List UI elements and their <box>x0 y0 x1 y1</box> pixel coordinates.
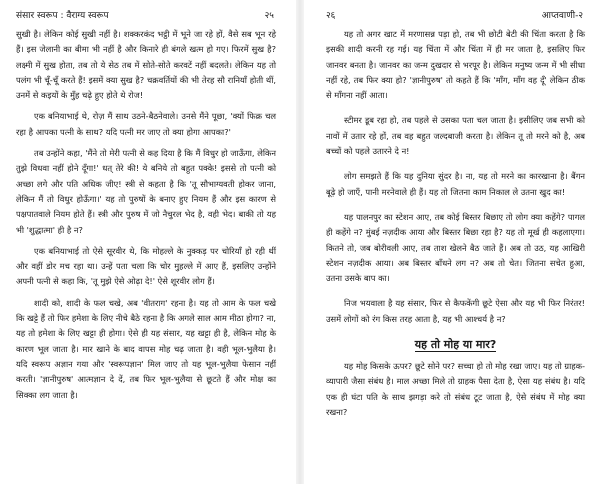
paragraph: तब उन्होंने कहा, 'मैंने तो मेरी पत्नी से कह दिया है कि मैं विधुर हो जाऊँगा, लेकिन तुझे विधवा नहीं होने दूँगा!' धत् तेरे की! ये बनिये तो बहुत पक्के! इससे तो पत्नी को अच्छा लगे और पति अधिक जीए! स्त्री से कहता है कि 'तू सौभाग्यवती होकर जाना, लेकिन मैं तो विधुर होऊँगा।' यह तो पुरुषों के बनाए हुए नियम हैं और इस कारण से पक्षपातवाले नियम होते हैं। स्त्री और पुरुष में जो नैचुरल भेद है, वही भेद। बाकी तो यह भी 'शुद्धात्मा' ही है न? <box>16 148 276 235</box>
right-page-body <box>326 27 585 420</box>
paragraph: स्टीमर डूब रहा हो, तब पहले से उसका पता चल जाता है। इसीलिए जब सभी को नावों में उतार रहे हों, तब वह बहुत जल्दबाजी करता है। लेकिन तू तो मरने को है, अब बच्चों को पहले उतारने दे न! <box>326 115 585 157</box>
right-page-number: २६ <box>326 11 336 21</box>
left-page-number: २५ <box>264 11 274 21</box>
right-page <box>310 0 599 484</box>
paragraph: यह पालनपुर का स्टेशन आए, तब कोई बिस्तर बिछाए तो लोग क्या कहेंगे? पागल ही कहेंगे न? मुंबई नज़दीक आया और बिस्तर बिछा रहा है? यह तो मूर्ख ही कहलाएगा। कितने तो, जब बोरीवली आए, तब ताश खेलने बैठ जाते हैं। अब तो उठ, यह आखिरी स्टेशन नज़दीक आया। अब बिस्तर बाँधने लग न? अब तो चेत। जितना सचेत हुआ, उतना उसके बाप का। <box>326 211 585 284</box>
paragraph: निज भयवाला है यह संसार, फिर से कैफकेंगी छूटे ऐसा और यह भी फिर निरंतर! उसमें लोगों को रंग किस तरह आता है, यह भी आश्चर्य है न? <box>326 298 585 324</box>
paragraph: सुखी है। लेकिन कोई सुखी नहीं है। शक्करकंद भट्ठी में भूने जा रहे हों, वैसे सब भून रहे हैं। इस जेलानी का बीमा भी नहीं है और किनारे ही बंगले खत्म हो गए। फिरमें सुख है? लक्ष्मी में सुख होता, तब तो ये सेठ तब में सोते-सोते करवटें नहीं बदलते। लेकिन यह तो पलंग भी चूँ-चूँ करते हैं! इसमें क्या सुख है? चक्रवर्तियों की भी तेरह सौ रानियाँ होती थीं, उनमें से कइयों के मुँह चढ़े हुए होते थे रोज! <box>16 29 276 101</box>
left-page-body <box>16 27 276 403</box>
paragraph: यह तो अगर खाट में मरणासन्न पड़ा हो, तब भी छोटी बेटी की चिंता करता है कि इसकी शादी करनी रह गई। यह चिंता में और चिंता में ही मर जाता है, इसलिए फिर जानवर बनता है। जानवर का जन्म दुखदार से भरपूर है। लेकिन मनुष्य जन्म में भी सीधा नहीं रहे, तब फिर क्या हो? 'ज्ञानीपुरुष' तो कहते हैं कि 'माँग, माँग वह दूँ' लेकिन ठीक से माँगना नहीं आता। <box>326 29 585 101</box>
paragraph: लोग समझते हैं कि यह दुनिया सुंदर है। ना, यह तो मरने का कारखाना है। बैंगन बूढ़े हो जाएँ, पानी मरनेवाले ही हैं। यह तो जितना काम निकाल ले उतना खुद का! <box>326 171 585 197</box>
left-page-header <box>16 7 274 25</box>
left-running-header: संसार स्वरूप : वैराग्य स्वरूप <box>16 11 109 21</box>
section-heading-text: यह तो मोह या मार? <box>414 338 497 352</box>
paragraph: शादी को, शादी के फल चखे, अब 'वीतराग' रहना है। यह तो आम के फल चखे कि खट्टे हैं तो फिर हमेशा के लिए नीचे बैठे रहना है कि अगले साल आम मीठा होगा? ना, यह तो हमेशा के लिए खट्टा ही होगा। ऐसे ही यह संसार, यह खट्टा ही है, लेकिन मोह के कारण भूल जाता है। मार खाने के बाद वापस मोह चढ़ जाता है। वही भूल-भुलैया है। यदि स्वरूप अज्ञान गया और 'स्वरूपज्ञान' मिल जाए तो यह भूल-भुलैया फेसान नहीं करती। 'ज्ञानीपुरुष' आत्मज्ञान दे दें, तब फिर भूल-भुलैया से छूटते हैं और मोक्ष का सिक्का लग जाता है। <box>16 297 276 400</box>
paragraph: एक बनियाभाई थे, रोज़ मैं साथ उठने-बैठनेवाले। उनसे मैंने पूछा, 'क्यों फिक्र चल रहा है आपका पत्नी के साथ? यदि पत्नी मर जाए तो क्या होगा आपका?' <box>16 111 276 137</box>
book-gutter <box>296 0 304 484</box>
paragraph: यह मोह किसके ऊपर? छूटे सोने पर? सच्चा हो तो मोह रखा जाए। यह तो ग्राहक-व्यापारी जैसा संबंध है। माल अच्छा मिले तो ग्राहक पैसा देता है, ऐसा यह संबंध है। यदि एक ही घंटा पति के साथ झगड़ा करे तो संबंध टूट जाता है, ऐसे संबंध में मोह क्या रखना? <box>326 361 585 417</box>
right-page-header <box>326 7 583 25</box>
left-page <box>0 0 290 484</box>
paragraph: एक बनियाभाई तो ऐसे सूरवीर थे, कि मोहल्ले के नुक्कड़ पर चोरियाँ हो रही थीं और वहीं डोर मच रहा था। उन्हें पता चला कि चोर मुहल्ले में आए हैं, इसलिए उन्होंने अपनी पत्नी से कहा कि, 'तू मुझे ऐसे ओढ़ा दे!' ऐसे शूरवीर लोग हैं। <box>16 245 276 287</box>
right-running-header: आप्तवाणी-२ <box>541 11 583 21</box>
section-heading <box>326 337 585 353</box>
